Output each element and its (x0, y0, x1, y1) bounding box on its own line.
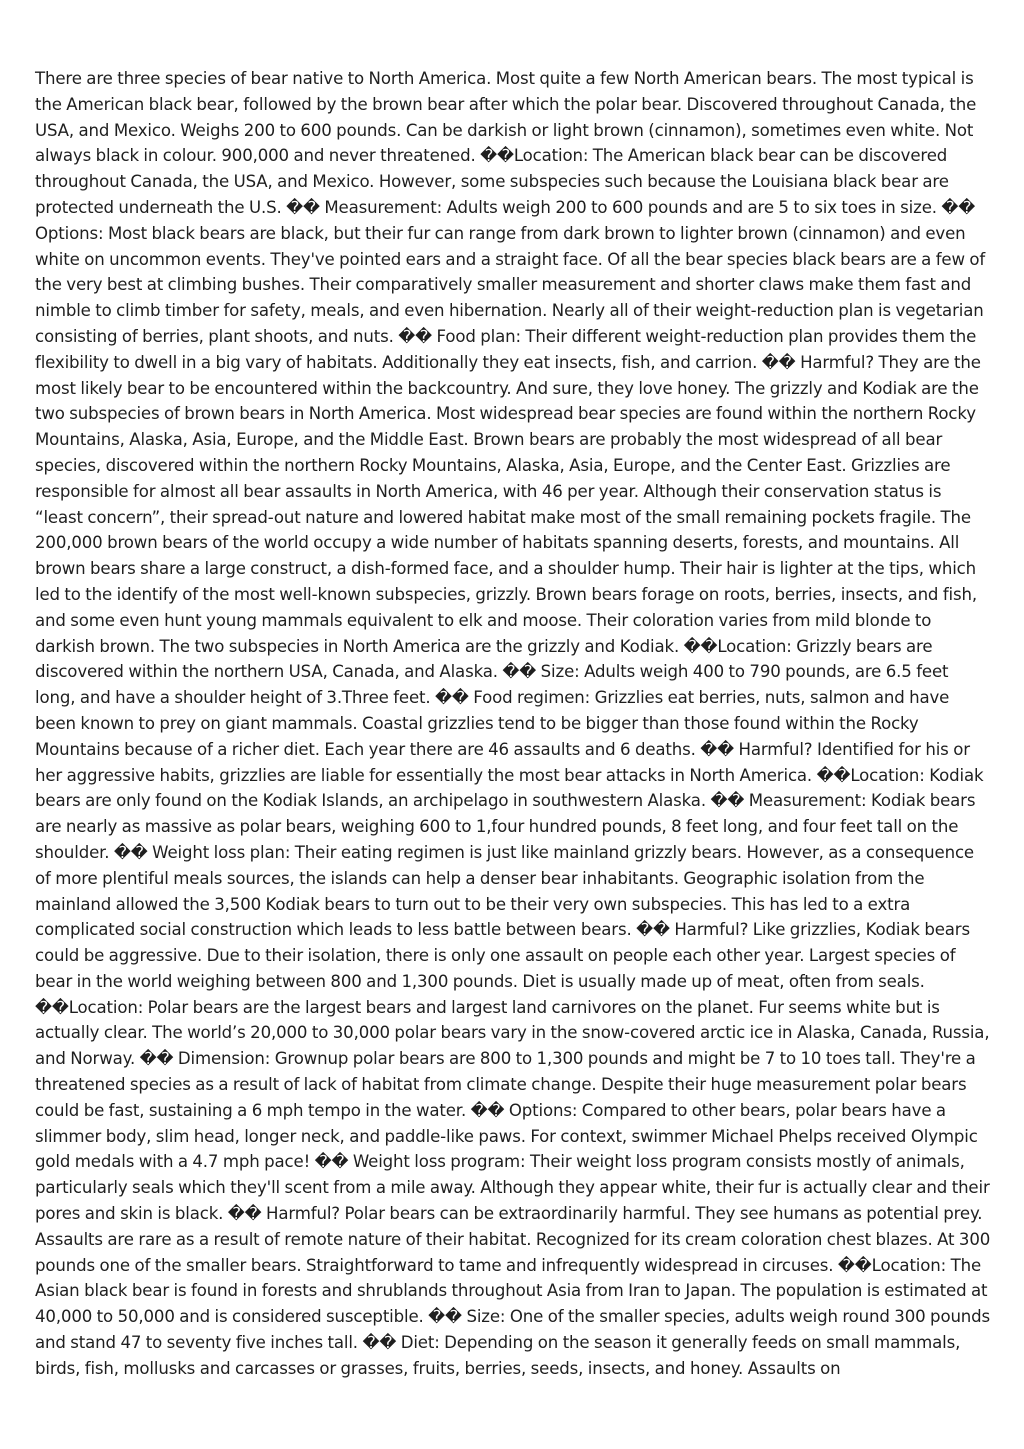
article-body-text: There are three species of bear native to North America. Most quite a few North American bears. The most typical is the American black bear, followed by the brown bear after which the polar bear. Discovered throughout Canada, the USA, and Mexico. Weighs 200 to 600 pounds. Can be darkish or light brown (cinnamon), sometimes even white. Not always black in colour. 900,000 and never threatened. ��Location: The American black bear can be discovered throughout Canada, the USA, and Mexico. However, some subspecies such because the Louisiana black bear are protected underneath the U.S. �� Measurement: Adults weigh 200 to 600 pounds and are 5 to six toes in size. �� Options: Most black bears are black, but their fur can range from dark brown to lighter brown (cinnamon) and even white on uncommon events. They've pointed ears and a straight face. Of all the bear species black bears are a few of the very best at climbing bushes. Their comparatively smaller measurement and shorter claws make them fast and nimble to climb timber for safety, meals, and even hibernation. Nearly all of their weight-reduction plan is vegetarian consisting of berries, plant shoots, and nuts. �� Food plan: Their different weight-reduction plan provides them the flexibility to dwell in a big vary of habitats. Additionally they eat insects, fish, and carrion. �� Harmful? They are the most likely bear to be encountered within the backcountry. And sure, they love honey. The grizzly and Kodiak are the two subspecies of brown bears in North America. Most widespread bear species are found within the northern Rocky Mountains, Alaska, Asia, Europe, and the Middle East. Brown bears are probably the most widespread of all bear species, discovered within the northern Rocky Mountains, Alaska, Asia, Europe, and the Center East. Grizzlies are responsible for almost all bear assaults in North America, with 46 per year. Although their conservation status is “least concern”, their spread-out nature and lowered habitat make most of the small remaining pockets fragile. The 200,000 brown bears of the world occupy a wide number of habitats spanning deserts, forests, and mountains. All brown bears share a large construct, a dish-formed face, and a shoulder hump. Their hair is lighter at the tips, which led to the identify of the most well-known subspecies, grizzly. Brown bears forage on roots, berries, insects, and fish, and some even hunt young mammals equivalent to elk and moose. Their coloration varies from mild blonde to darkish brown. The two subspecies in North America are the grizzly and Kodiak. ��Location: Grizzly bears are discovered within the northern USA, Canada, and Alaska. �� Size: Adults weigh 400 to 790 pounds, are 6.5 feet long, and have a shoulder height of 3.Three feet. �� Food regimen: Grizzlies eat berries, nuts, salmon and have been known to prey on giant mammals. Coastal grizzlies tend to be bigger than those found within the Rocky Mountains because of a richer diet. Each year there are 46 assaults and 6 deaths. �� Harmful? Identified for his or her aggressive habits, grizzlies are liable for essentially the most bear attacks in North America. ��Location: Kodiak bears are only found on the Kodiak Islands, an archipelago in southwestern Alaska. �� Measurement: Kodiak bears are nearly as massive as polar bears, weighing 600 to 1,four hundred pounds, 8 feet long, and four feet tall on the shoulder. �� Weight loss plan: Their eating regimen is just like mainland grizzly bears. However, as a consequence of more plentiful meals sources, the islands can help a denser bear inhabitants. Geographic isolation from the mainland allowed the 3,500 Kodiak bears to turn out to be their very own subspecies. This has led to a extra complicated social construction which leads to less battle between bears. �� Harmful? Like grizzlies, Kodiak bears could be aggressive. Due to their isolation, there is only one assault on people each other year. Largest species of bear in the world weighing between 800 and 1,300 pounds. Diet is usually made up of meat, often from seals. ��Location: Polar bears are the largest bears and largest land carnivores on the planet. Fur seems white but is actually clear. The world’s 20,000 to 30,000 polar bears vary in the snow-covered arctic ice in Alaska, Canada, Russia, and Norway. �� Dimension: Grownup polar bears are 800 to 1,300 pounds and might be 7 to 10 toes tall. They're a threatened species as a result of lack of habitat from climate change. Despite their huge measurement polar bears could be fast, sustaining a 6 mph tempo in the water. �� Options: Compared to other bears, polar bears have a slimmer body, slim head, longer neck, and paddle-like paws. For context, swimmer Michael Phelps received Olympic gold medals with a 4.7 mph pace! �� Weight loss program: Their weight loss program consists mostly of animals, particularly seals which they'll scent from a mile away. Although they appear white, their fur is actually clear and their pores and skin is black. �� Harmful? Polar bears can be extraordinarily harmful. They see humans as potential prey. Assaults are rare as a result of remote nature of their habitat. Recognized for its cream coloration chest blazes. At 300 pounds one of the smaller bears. Straightforward to tame and infrequently widespread in circuses. ��Location: The Asian black bear is found in forests and shrublands throughout Asia from Iran to Japan. The population is estimated at 40,000 to 50,000 and is considered susceptible. �� Size: One of the smaller species, adults weigh round 300 pounds and stand 47 to seventy five inches tall. �� Diet: Depending on the season it generally feeds on small mammals, birds, fish, mollusks and carcasses or grasses, fruits, berries, seeds, insects, and honey. Assaults on (35, 69, 991, 1378)
